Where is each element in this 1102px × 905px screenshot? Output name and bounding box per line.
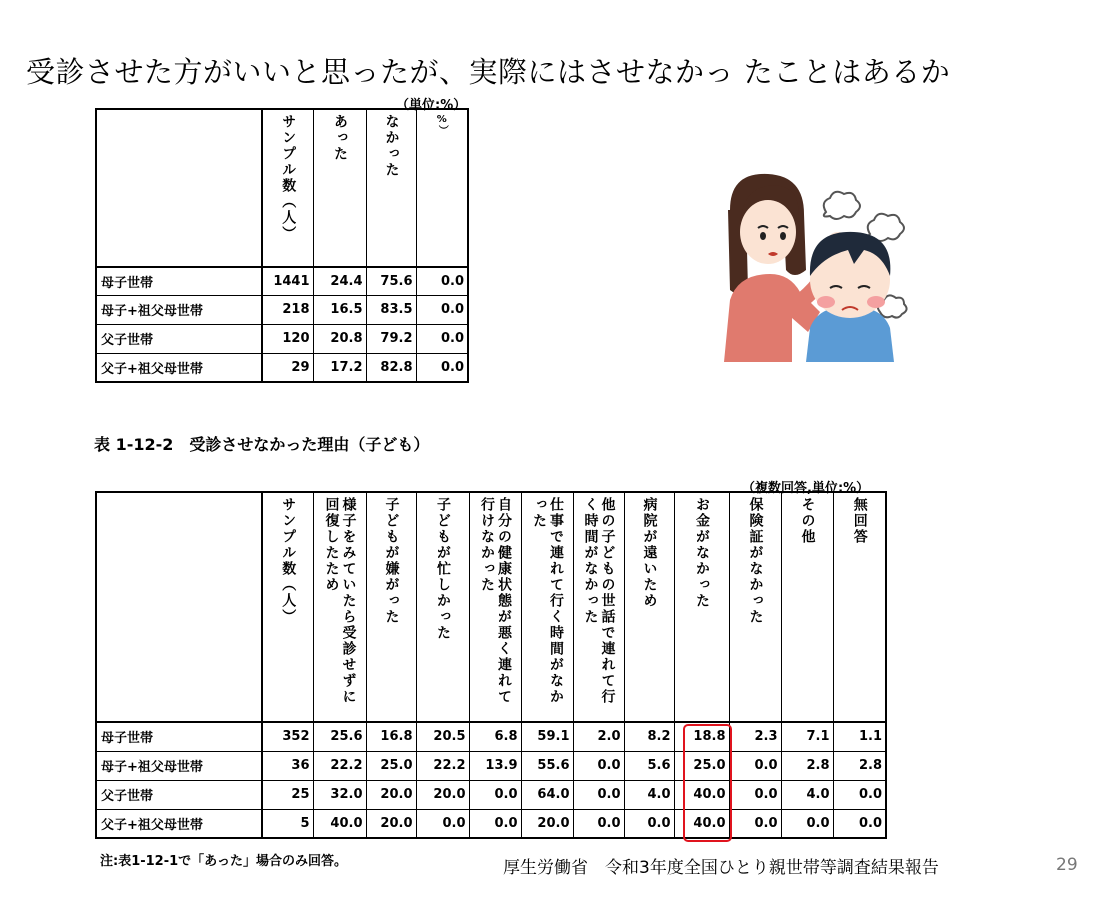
header-no: なかった	[366, 109, 416, 267]
header-yes: あった	[313, 109, 366, 267]
table-row: 母子世帯 352 25.6 16.8 20.5 6.8 59.1 2.0 8.2 18.8 2.3 7.1 1.1	[96, 722, 886, 751]
slide-title: 受診させた方がいいと思ったが、実際にはさせなかっ たことはあるか	[26, 55, 951, 89]
header-child-busy: 子どもが忙しかった	[416, 492, 469, 722]
header-no-answer: %）	[416, 109, 468, 267]
header-sample-size: サンプル数（人）	[262, 109, 313, 267]
source-citation: 厚生労働省 令和3年度全国ひとり親世帯等調査結果報告	[503, 858, 939, 878]
table1-unit: （単位:%）	[396, 98, 467, 113]
header-blank	[96, 492, 262, 722]
table-consultation	[95, 108, 469, 383]
header-other-children: 他の子どもの世話で連れて行く時間がなかった	[573, 492, 624, 722]
header-blank	[96, 109, 262, 267]
header-no-insurance: 保険証がなかった	[729, 492, 781, 722]
header-sample-size: サンプル数（人）	[262, 492, 313, 722]
table-row: 父子+祖父母世帯 5 40.0 20.0 0.0 0.0 20.0 0.0 0.0 40.0 0.0 0.0 0.0	[96, 809, 886, 838]
table-row: 父子世帯 120 20.8 79.2 0.0	[96, 324, 468, 353]
table-row: 母子+祖父母世帯 218 16.5 83.5 0.0	[96, 295, 468, 324]
page-number: 29	[1056, 855, 1078, 875]
header-other: その他	[781, 492, 833, 722]
footnote: 注:表1-12-1で「あった」場合のみ回答。	[100, 854, 348, 869]
table-reasons	[95, 491, 887, 839]
table2-caption: 表 1-12-2 受診させなかった理由（子ども）	[94, 435, 430, 454]
header-recovered: 様子をみていたら受診せずに回復したため	[313, 492, 366, 722]
header-hospital-far: 病院が遠いため	[624, 492, 674, 722]
mother-checking-sick-child-icon	[718, 170, 908, 362]
header-no-answer: 無回答	[833, 492, 886, 722]
table2-unit: （複数回答,単位:%）	[742, 481, 870, 496]
table-row: 母子+祖父母世帯 36 22.2 25.0 22.2 13.9 55.6 0.0 5.6 25.0 0.0 2.8 2.8	[96, 751, 886, 780]
table-row: 父子世帯 25 32.0 20.0 20.0 0.0 64.0 0.0 4.0 40.0 0.0 4.0 0.0	[96, 780, 886, 809]
table-row: 父子+祖父母世帯 29 17.2 82.8 0.0	[96, 353, 468, 382]
header-child-refused: 子どもが嫌がった	[366, 492, 416, 722]
no-money-highlight	[683, 724, 732, 842]
header-no-money: お金がなかった	[674, 492, 729, 722]
header-work: 仕事で連れて行く時間がなかった	[521, 492, 573, 722]
header-own-health: 自分の健康状態が悪く連れて行けなかった	[469, 492, 521, 722]
table-row: 母子世帯 1441 24.4 75.6 0.0	[96, 267, 468, 295]
